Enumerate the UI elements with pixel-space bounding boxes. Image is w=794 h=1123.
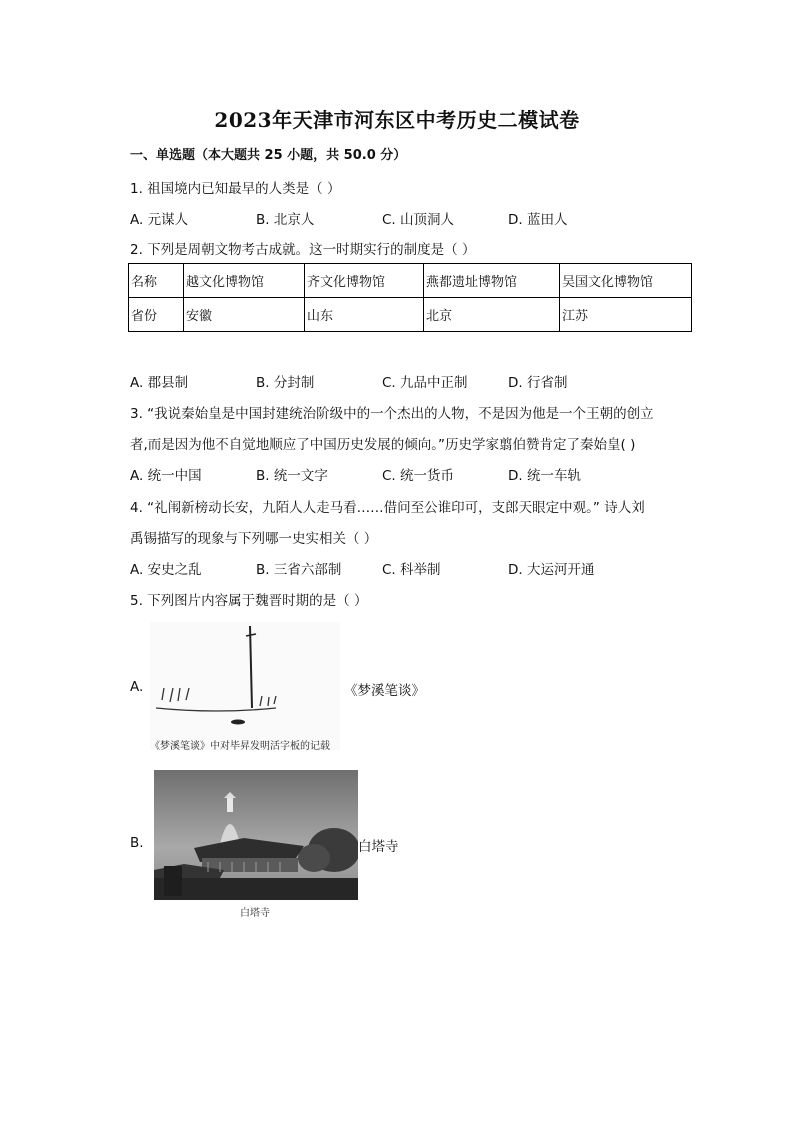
q1-option-d: D. 蓝田人: [508, 212, 568, 228]
table-cell: 江苏: [560, 298, 692, 332]
q5-option-b-caption: 白塔寺: [358, 839, 399, 855]
table-cell: 安徽: [184, 298, 305, 332]
q3-option-c: C. 统一货币: [382, 468, 455, 484]
q3-option-d: D. 统一车轨: [508, 468, 581, 484]
question-2-stem: 2. 下列是周朝文物考古成就。这一时期实行的制度是（ ）: [130, 242, 476, 258]
page-title: 2023年天津市河东区中考历史二模试卷: [214, 108, 580, 132]
question-3-stem-line1: 3. “我说秦始皇是中国封建统治阶级中的一个杰出的人物，不是因为他是一个王朝的创立: [130, 406, 654, 422]
table-cell: 北京: [424, 298, 560, 332]
q2-option-b: B. 分封制: [256, 375, 315, 391]
q1-option-b: B. 北京人: [256, 212, 315, 228]
table-cell: 燕都遗址博物馆: [424, 264, 560, 298]
white-pagoda-temple-image: [154, 770, 358, 918]
table-cell: 省份: [129, 298, 184, 332]
q2-option-d: D. 行省制: [508, 375, 568, 391]
q5-option-a-caption: 《梦溪笔谈》: [344, 683, 425, 699]
museum-table: [128, 263, 692, 332]
mengxi-photo-caption: 《梦溪笔谈》中对毕昇发明活字板的记载: [150, 741, 330, 752]
q1-option-a: A. 元谋人: [130, 212, 189, 228]
table-cell: 齐文化博物馆: [305, 264, 424, 298]
q4-option-a: A. 安史之乱: [130, 562, 202, 578]
question-4-stem-line2: 禹锡描写的现象与下列哪一史实相关（ ）: [130, 531, 378, 547]
q4-option-c: C. 科举制: [382, 562, 441, 578]
question-5-stem: 5. 下列图片内容属于魏晋时期的是（ ）: [130, 593, 368, 609]
q4-option-b: B. 三省六部制: [256, 562, 342, 578]
question-1-stem: 1. 祖国境内已知最早的人类是（ ）: [130, 181, 341, 197]
mengxi-bitan-image: [150, 622, 340, 750]
q3-option-a: A. 统一中国: [130, 468, 202, 484]
table-cell: 越文化博物馆: [184, 264, 305, 298]
table-cell: 山东: [305, 298, 424, 332]
q2-option-c: C. 九品中正制: [382, 375, 468, 391]
q2-option-a: A. 郡县制: [130, 375, 189, 391]
table-row: [129, 298, 692, 332]
q5-option-b-letter: B.: [130, 835, 144, 851]
table-cell: 名称: [129, 264, 184, 298]
question-3-stem-line2: 者,而是因为他不自觉地顺应了中国历史发展的倾向。”历史学家翦伯赞肯定了秦始皇( ): [130, 437, 636, 453]
q3-option-b: B. 统一文字: [256, 468, 328, 484]
question-4-stem-line1: 4. “礼闱新榜动长安，九陌人人走马看……借问至公谁印可，支郎天眼定中观。” 诗人刘: [130, 500, 645, 516]
table-row: [129, 264, 692, 298]
pagoda-photo-caption: 白塔寺: [240, 908, 270, 919]
q5-option-a-letter: A.: [130, 679, 144, 695]
q4-option-d: D. 大运河开通: [508, 562, 595, 578]
q1-option-c: C. 山顶洞人: [382, 212, 455, 228]
table-cell: 吴国文化博物馆: [560, 264, 692, 298]
section-heading: 一、单选题（本大题共 25 小题，共 50.0 分）: [130, 148, 407, 163]
